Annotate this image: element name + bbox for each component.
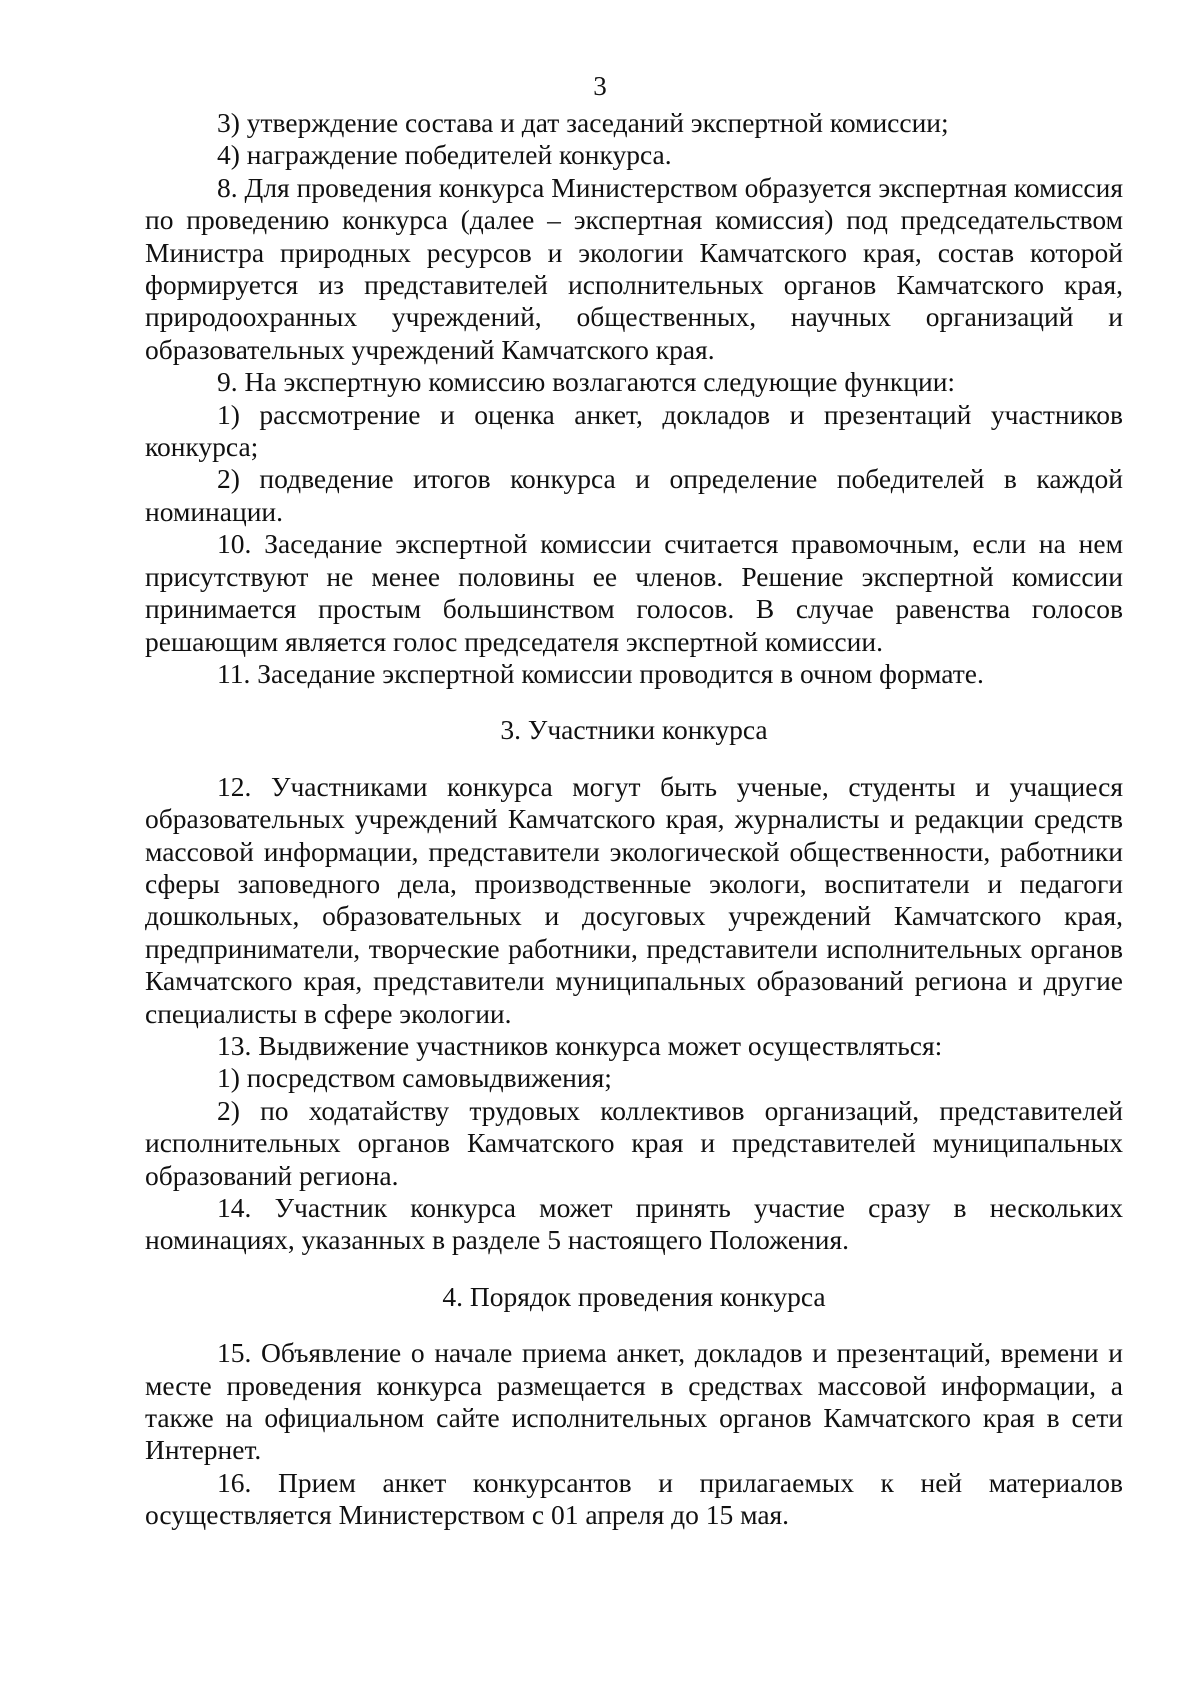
paragraph-9-item-1: 1) рассмотрение и оценка анкет, докладов и презентаций участников конкурса; xyxy=(145,398,1123,463)
section-heading-participants: 3. Участники конкурса xyxy=(500,714,768,746)
page-number: 3 xyxy=(593,71,607,101)
paragraph-12: 12. Участниками конкурса могут быть ученые, студенты и учащиеся образовательных учреждений Камчатского края, журналисты и редакции средств массовой информации, представители экологической общественности, работники сферы заповедного дела, производственные экологи, воспитатели и педагоги дошкольных, образовательных и досуговых учреждений Камчатского края, предприниматели, творческие работники, представители исполнительных органов Камчатского края, представители муниципальных образований региона и другие специалисты в сфере экологии. xyxy=(145,770,1123,1029)
paragraph-13-item-1: 1) посредством самовыдвижения; xyxy=(217,1062,612,1094)
section-heading-procedure: 4. Порядок проведения конкурса xyxy=(442,1280,826,1312)
paragraph-13: 13. Выдвижение участников конкурса может осуществляться: xyxy=(217,1029,943,1061)
paragraph-9-item-2: 2) подведение итогов конкурса и определение победителей в каждой номинации. xyxy=(145,463,1123,527)
paragraph-9: 9. На экспертную комиссию возлагаются следующие функции: xyxy=(217,366,956,398)
document-body xyxy=(145,107,1123,1532)
paragraph-10: 10. Заседание экспертной комиссии считается правомочным, если на нем присутствуют не менее половины ее членов. Решение экспертной комиссии принимается простым большинством голосов. В случае равенства голосов решающим является голос председателя экспертной комиссии. xyxy=(145,528,1123,657)
paragraph-15: 15. Объявление о начале приема анкет, докладов и презентаций, времени и месте проведения конкурса размещается в средствах массовой информации, а также на официальном сайте исполнительных органов Камчатского края в сети Интернет. xyxy=(145,1337,1123,1466)
paragraph-item-4: 4) награждение победителей конкурса. xyxy=(217,139,672,171)
paragraph-16: 16. Прием анкет конкурсантов и прилагаемых к ней материалов осуществляется Министерством с 01 апреля до 15 мая. xyxy=(145,1466,1123,1531)
paragraph-item-3: 3) утверждение состава и дат заседаний экспертной комиссии; xyxy=(217,107,949,138)
paragraph-11: 11. Заседание экспертной комиссии проводится в очном формате. xyxy=(217,657,984,689)
paragraph-13-item-2: 2) по ходатайству трудовых коллективов организаций, представителей исполнительных органов Камчатского края и представителей муниципальных образований региона. xyxy=(145,1094,1123,1191)
paragraph-8: 8. Для проведения конкурса Министерством образуется экспертная комиссия по проведению конкурса (далее – экспертная комиссия) под председательством Министра природных ресурсов и экологии Камчатского края, состав которой формируется из представителей исполнительных органов Камчатского края, природоохранных учреждений, общественных, научных организаций и образовательных учреждений Камчатского края. xyxy=(145,171,1123,365)
paragraph-14: 14. Участник конкурса может принять участие сразу в нескольких номинациях, указанных в разделе 5 настоящего Положения. xyxy=(145,1192,1123,1256)
